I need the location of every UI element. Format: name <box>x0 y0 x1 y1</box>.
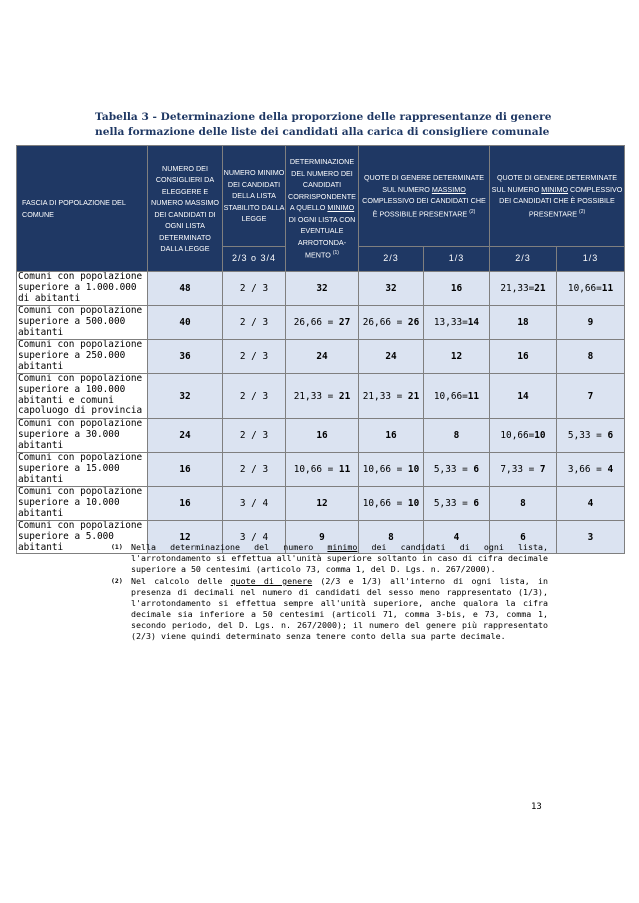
cell-value-raw: 21,33 = <box>362 390 408 402</box>
cell-fascia: Comuni con popolazione superiore a 250.000 abitanti <box>17 340 148 374</box>
cell-value-rounded: 11 <box>601 283 614 294</box>
cell-value-rounded: 4 <box>607 464 614 475</box>
cell-determinazione: 24 <box>286 340 359 374</box>
cell-minimo: 2 / 3 <box>223 374 286 419</box>
cell-max-1-3 <box>424 306 490 340</box>
header-determinazione-footnote-ref: (1) <box>332 250 339 257</box>
cell-min-2-3 <box>490 272 557 306</box>
table-title-line-2: nella formazione delle liste dei candidati alla carica di consigliere comunale <box>95 126 550 138</box>
cell-minimo: 3 / 4 <box>223 487 286 521</box>
cell-value-raw: 21,33= <box>500 283 535 294</box>
cell-min-2-3: 6 <box>490 521 557 554</box>
cell-max-1-3: 12 <box>424 340 490 374</box>
footnote-text <box>131 542 548 575</box>
cell-value-raw: 5,33 = <box>433 464 474 475</box>
cell-max-2-3: 8 <box>359 521 424 554</box>
cell-min-2-3 <box>490 419 557 453</box>
cell-value-raw: 10,66= <box>500 430 535 441</box>
cell-value-rounded: 21 <box>534 283 546 294</box>
footnote-text-b: (2/3 e 1/3) all'interno di ogni lista, in presenza di decimali nel numero di candidati del sesso meno rappresentato (1/3), l'arrotondamento si effettua sempre all'unità superiore, anche qualora la cifra decimale sia inferiore a 50 centesimi (articoli 71, comma 3-bis, e 73, comma 1, secondo periodo, del D. Lgs. n. 267/2000); il numero del genere più rappresentato (2/3) viene quindi determinato senza tenere conto della sua parte decimale. <box>131 576 548 641</box>
cell-min-1-3: 3 <box>557 521 625 554</box>
cell-min-2-3: 8 <box>490 487 557 521</box>
cell-value-rounded: 21 <box>338 390 351 402</box>
header-quote-massimo-text-a: QUOTE DI GENERE DETERMINATE SUL NUMERO <box>363 173 485 194</box>
cell-value-raw: 10,66 = <box>362 498 408 509</box>
footnote-text-a: Nella determinazione del numero <box>131 542 328 552</box>
cell-value-rounded: 11 <box>338 464 351 475</box>
header-quote-minimo-underlined: MINIMO <box>541 184 569 194</box>
cell-max-1-3 <box>424 453 490 487</box>
cell-max-2-3 <box>359 453 424 487</box>
table-row <box>17 453 625 487</box>
header-determinazione <box>286 146 359 272</box>
cell-value-rounded: 6 <box>473 464 480 475</box>
footnote-text-underlined: quote di genere <box>230 576 313 586</box>
cell-minimo: 2 / 3 <box>223 306 286 340</box>
cell-min-1-3 <box>557 453 625 487</box>
cell-value-raw: 26,66 = <box>362 317 408 328</box>
cell-value-rounded: 14 <box>467 317 480 328</box>
cell-consiglieri: 40 <box>148 306 223 340</box>
header-minimo-2-3: 2/3 <box>490 247 557 272</box>
table-row <box>17 419 625 453</box>
table-row <box>17 306 625 340</box>
cell-determinazione: 9 <box>286 521 359 554</box>
cell-max-1-3: 8 <box>424 419 490 453</box>
cell-value-rounded: 21 <box>407 390 420 402</box>
cell-max-1-3 <box>424 487 490 521</box>
cell-fascia: Comuni con popolazione superiore a 100.000 abitanti e comuni capoluogo di provincia <box>17 374 148 419</box>
cell-min-1-3: 7 <box>557 374 625 419</box>
footnote-text-a: Nel calcolo delle <box>131 576 231 586</box>
cell-consiglieri: 24 <box>148 419 223 453</box>
cell-min-2-3: 16 <box>490 340 557 374</box>
cell-min-2-3 <box>490 453 557 487</box>
cell-value-raw: 10,66 = <box>362 464 408 475</box>
cell-minimo: 2 / 3 <box>223 340 286 374</box>
cell-determinazione <box>286 306 359 340</box>
cell-value-raw: 5,33 = <box>433 498 474 509</box>
cell-max-2-3 <box>359 374 424 419</box>
table-title-line-1: Tabella 3 - Determinazione della proporzione delle rappresentanze di genere <box>95 111 552 123</box>
cell-max-2-3: 32 <box>359 272 424 306</box>
cell-max-1-3: 4 <box>424 521 490 554</box>
footnote <box>111 542 548 575</box>
cell-value-raw: 10,66 = <box>293 464 339 475</box>
cell-consiglieri: 32 <box>148 374 223 419</box>
header-numero-minimo-ratio: 2/3 o 3/4 <box>223 247 286 272</box>
cell-min-2-3: 14 <box>490 374 557 419</box>
cell-value-rounded: 10 <box>534 430 546 441</box>
gender-quota-table <box>16 145 625 554</box>
cell-determinazione: 32 <box>286 272 359 306</box>
cell-consiglieri: 16 <box>148 453 223 487</box>
cell-minimo: 2 / 3 <box>223 453 286 487</box>
cell-determinazione <box>286 374 359 419</box>
cell-value-rounded: 10 <box>407 498 420 509</box>
header-quote-massimo-text-b: COMPLESSIVO DEI CANDIDATI CHE È POSSIBILE PRESENTARE <box>362 196 486 219</box>
cell-fascia: Comuni con popolazione superiore a 5.000 abitanti <box>17 521 148 554</box>
cell-value-rounded: 6 <box>607 430 614 441</box>
cell-max-2-3: 24 <box>359 340 424 374</box>
footnotes <box>111 542 548 643</box>
cell-minimo: 3 / 4 <box>223 521 286 554</box>
cell-value-raw: 7,33 = <box>500 464 540 475</box>
cell-min-1-3 <box>557 419 625 453</box>
cell-min-2-3: 18 <box>490 306 557 340</box>
cell-value-rounded: 10 <box>407 464 420 475</box>
cell-consiglieri: 12 <box>148 521 223 554</box>
footnote-text <box>131 576 548 642</box>
page-number: 13 <box>531 802 542 812</box>
cell-value-raw: 10,66= <box>567 283 602 294</box>
header-minimo-1-3: 1/3 <box>557 247 625 272</box>
cell-fascia: Comuni con popolazione superiore a 10.000 abitanti <box>17 487 148 521</box>
cell-value-raw: 26,66 = <box>293 317 339 328</box>
cell-max-2-3 <box>359 306 424 340</box>
cell-consiglieri: 16 <box>148 487 223 521</box>
header-quote-massimo <box>359 146 490 247</box>
cell-min-1-3: 8 <box>557 340 625 374</box>
cell-fascia: Comuni con popolazione superiore a 30.000 abitanti <box>17 419 148 453</box>
cell-value-rounded: 27 <box>338 317 351 328</box>
header-quote-minimo <box>490 146 625 247</box>
cell-fascia: Comuni con popolazione superiore a 500.000 abitanti <box>17 306 148 340</box>
cell-max-1-3 <box>424 374 490 419</box>
cell-determinazione <box>286 453 359 487</box>
cell-max-2-3 <box>359 487 424 521</box>
cell-value-raw: 13,33= <box>433 317 468 328</box>
cell-fascia: Comuni con popolazione superiore a 1.000.000 di abitanti <box>17 272 148 306</box>
cell-minimo: 2 / 3 <box>223 272 286 306</box>
table-title <box>95 110 565 140</box>
footnote-marker: (2) <box>111 577 123 585</box>
cell-min-1-3 <box>557 272 625 306</box>
footnote <box>111 576 548 642</box>
cell-value-rounded: 6 <box>473 498 480 509</box>
footnote-text-b: dei candidati di ogni lista, l'arrotondamento si effettua all'unità superiore soltanto in caso di cifra decimale superiore a 50 centesimi (articolo 73, comma 1, del D. Lgs. n. 267/2000). <box>131 542 548 574</box>
header-quote-minimo-text-a: QUOTE DI GENERE DETERMINATE SUL NUMERO <box>491 173 618 194</box>
table-row <box>17 272 625 306</box>
header-determinazione-underlined: MINIMO <box>327 203 355 213</box>
header-determinazione-text-a: DETERMINAZIONE DEL NUMERO DEI CANDIDATI CORRISPONDENTE A QUELLO <box>288 157 356 213</box>
cell-determinazione: 12 <box>286 487 359 521</box>
footnote-text-underlined: minimo <box>327 542 358 552</box>
cell-consiglieri: 36 <box>148 340 223 374</box>
table-row <box>17 340 625 374</box>
cell-value-raw: 3,66 = <box>567 464 608 475</box>
cell-fascia: Comuni con popolazione superiore a 15.000 abitanti <box>17 453 148 487</box>
header-quote-massimo-footnote-ref: (2) <box>469 208 476 215</box>
cell-consiglieri: 48 <box>148 272 223 306</box>
cell-value-rounded: 11 <box>467 390 480 402</box>
cell-max-1-3: 16 <box>424 272 490 306</box>
cell-max-2-3: 16 <box>359 419 424 453</box>
header-numero-minimo: NUMERO MINIMO DEI CANDIDATI DELLA LISTA STABILITO DALLA LEGGE <box>223 146 286 247</box>
cell-value-raw: 10,66= <box>433 390 468 402</box>
footnote-marker: (1) <box>111 543 123 551</box>
table-row <box>17 487 625 521</box>
header-quote-massimo-underlined: MASSIMO <box>431 184 466 194</box>
cell-value-rounded: 7 <box>539 464 546 475</box>
cell-min-1-3: 9 <box>557 306 625 340</box>
cell-value-raw: 21,33 = <box>293 390 339 402</box>
header-massimo-2-3: 2/3 <box>359 247 424 272</box>
header-quote-minimo-text-b: COMPLESSIVO DEI CANDIDATI CHE È POSSIBILE PRESENTARE <box>499 184 623 219</box>
cell-min-1-3: 4 <box>557 487 625 521</box>
table-row <box>17 374 625 419</box>
header-fascia: FASCIA DI POPOLAZIONE DEL COMUNE <box>17 146 148 272</box>
cell-determinazione: 16 <box>286 419 359 453</box>
header-quote-minimo-footnote-ref: (2) <box>579 208 586 215</box>
header-numero-consiglieri: NUMERO DEI CONSIGLIERI DA ELEGGERE E NUMERO MASSIMO DEI CANDIDATI DI OGNI LISTA DETERMINATO DALLA LEGGE <box>148 146 223 272</box>
header-massimo-1-3: 1/3 <box>424 247 490 272</box>
cell-value-raw: 5,33 = <box>567 430 608 441</box>
cell-value-rounded: 26 <box>407 317 420 328</box>
header-determinazione-text-b: DI OGNI LISTA CON EVENTUALE ARROTONDA-MENTO <box>288 214 356 260</box>
cell-minimo: 2 / 3 <box>223 419 286 453</box>
